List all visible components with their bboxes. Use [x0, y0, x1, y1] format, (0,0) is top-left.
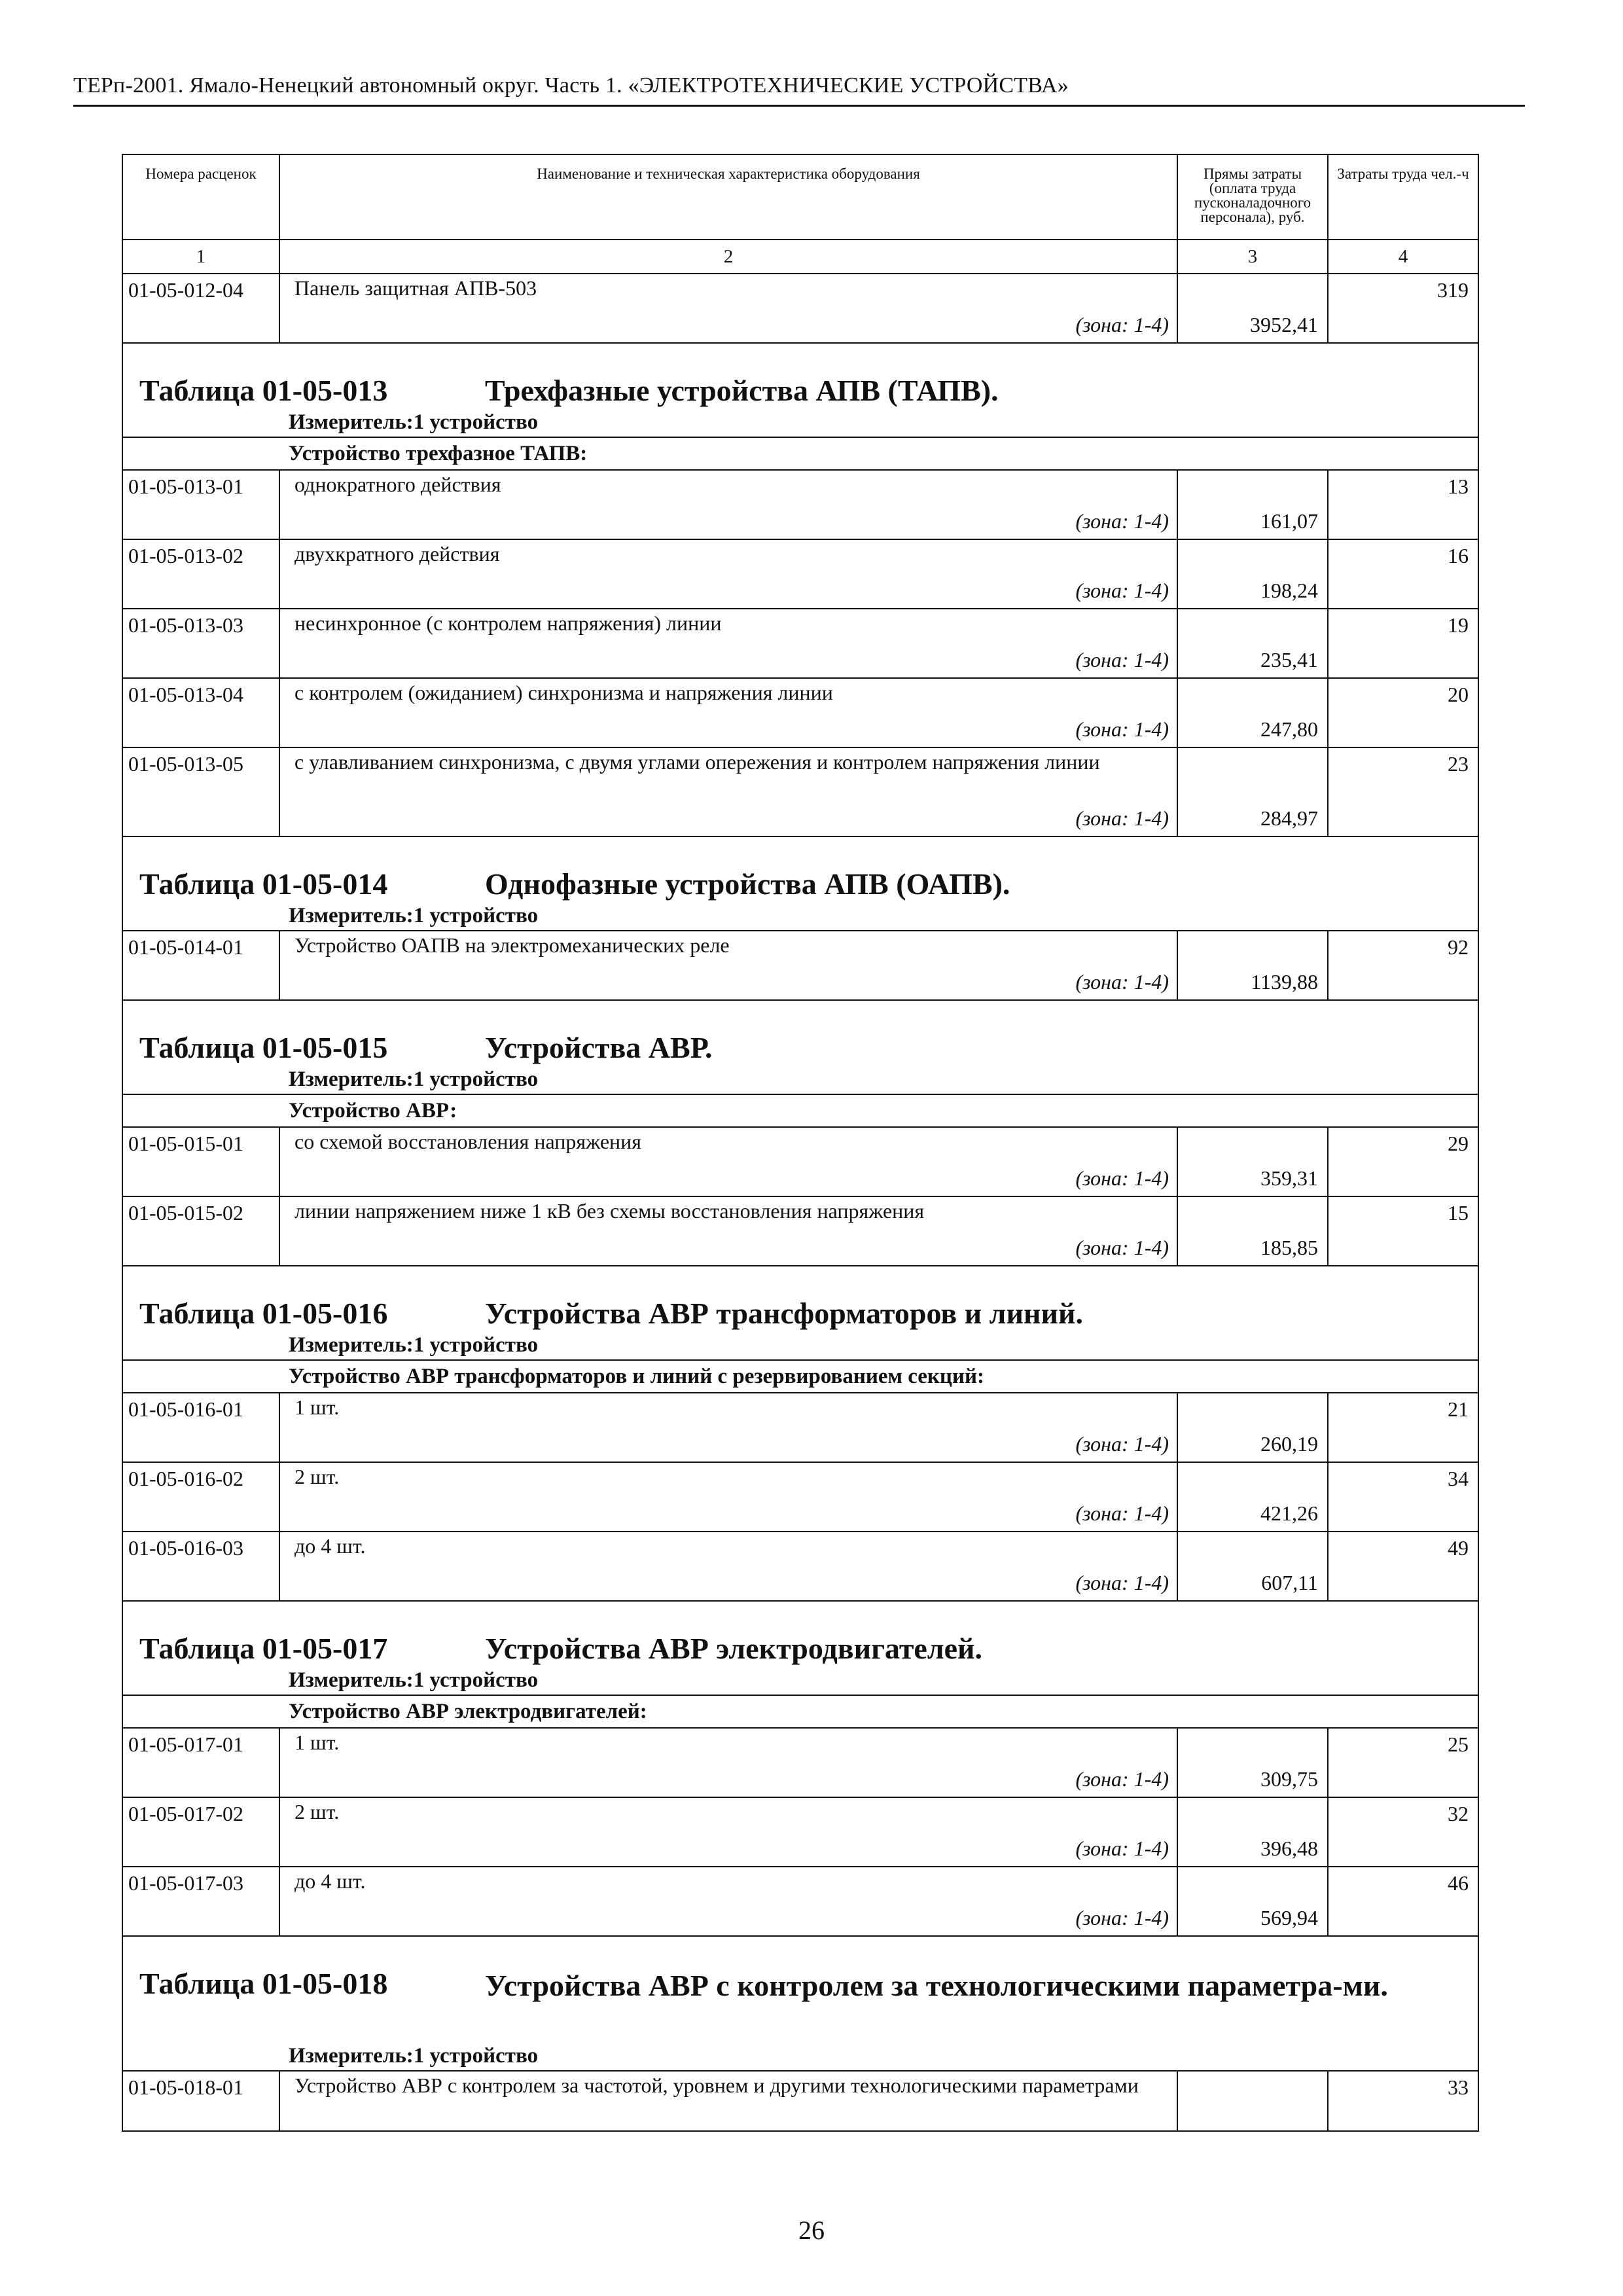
- labor-cost: 21: [1328, 1393, 1478, 1462]
- section-title-row: [122, 343, 1478, 408]
- subheading-row: [122, 1695, 1478, 1728]
- rate-code: 01-05-015-01: [122, 1127, 279, 1196]
- labor-cost: 19: [1328, 609, 1478, 678]
- table-row: [122, 1462, 1478, 1532]
- table-row: [122, 274, 1478, 343]
- header-labor: Затраты труда чел.-ч: [1328, 154, 1478, 240]
- unit-of-measure: Измеритель:1 устройство: [289, 1668, 539, 1692]
- zone-label: (зона: 1-4): [1075, 579, 1169, 602]
- labor-cost: 32: [1328, 1797, 1478, 1867]
- item-description: Панель защитная АПВ-503 (зона: 1-4): [279, 274, 1177, 343]
- labor-cost: 25: [1328, 1728, 1478, 1797]
- labor-cost: 23: [1328, 747, 1478, 836]
- unit-of-measure: Измеритель:1 устройство: [289, 410, 539, 434]
- rate-code: 01-05-013-03: [122, 609, 279, 678]
- direct-cost: 569,94: [1177, 1867, 1328, 1936]
- item-description: со схемой восстановления напряжения (зона: 1-4): [279, 1127, 1177, 1196]
- unit-of-measure: Измеритель:1 устройство: [289, 1067, 539, 1091]
- table-name: Трехфазные устройства АПВ (ТАПВ).: [485, 374, 999, 407]
- labor-cost: 92: [1328, 931, 1478, 1000]
- labor-cost: 20: [1328, 678, 1478, 747]
- header-rule: [73, 105, 1525, 107]
- item-description: с контролем (ожиданием) синхронизма и напряжения линии (зона: 1-4): [279, 678, 1177, 747]
- rate-code: 01-05-014-01: [122, 931, 279, 1000]
- header-direct-costs: Прямы затраты (оплата труда пусконаладочного персонала), руб.: [1177, 154, 1328, 240]
- zone-label: (зона: 1-4): [1075, 1767, 1169, 1791]
- table-label: Таблица 01-05-015: [139, 1031, 388, 1064]
- table-name: Устройства АВР с контролем за технологическими параметра-ми.: [485, 1969, 1388, 2002]
- column-number: 3: [1177, 240, 1328, 274]
- measure-row: [122, 1666, 1478, 1695]
- price-table: [122, 154, 1479, 2132]
- table-row: [122, 1797, 1478, 1867]
- labor-cost: 46: [1328, 1867, 1478, 1936]
- direct-cost: [1177, 2071, 1328, 2131]
- zone-label: (зона: 1-4): [1075, 1906, 1169, 1929]
- page-number: 26: [798, 2215, 825, 2245]
- header-description: Наименование и техническая характеристика оборудования: [279, 154, 1177, 240]
- zone-label: (зона: 1-4): [1075, 648, 1169, 672]
- column-number-row: [122, 240, 1478, 274]
- rate-code: 01-05-012-04: [122, 274, 279, 343]
- section-title-row: [122, 1266, 1478, 1331]
- direct-cost: 185,85: [1177, 1196, 1328, 1266]
- table-row: [122, 1532, 1478, 1601]
- table-label: Таблица 01-05-014: [139, 867, 388, 901]
- direct-cost: 309,75: [1177, 1728, 1328, 1797]
- direct-cost: 359,31: [1177, 1127, 1328, 1196]
- table-name: Устройства АВР электродвигателей.: [485, 1632, 983, 1665]
- table-name: Устройства АВР трансформаторов и линий.: [485, 1297, 1084, 1330]
- direct-cost: 198,24: [1177, 539, 1328, 609]
- group-subheading: Устройство АВР:: [289, 1099, 457, 1122]
- column-number: 1: [122, 240, 279, 274]
- zone-label: (зона: 1-4): [1075, 1166, 1169, 1190]
- unit-of-measure: Измеритель:1 устройство: [289, 1333, 539, 1357]
- column-number: 4: [1328, 240, 1478, 274]
- zone-label: (зона: 1-4): [1075, 1837, 1169, 1860]
- item-description: Устройство ОАПВ на электромеханических реле (зона: 1-4): [279, 931, 1177, 1000]
- rate-code: 01-05-018-01: [122, 2071, 279, 2131]
- unit-of-measure: Измеритель:1 устройство: [289, 904, 539, 927]
- subheading-row: [122, 437, 1478, 470]
- measure-row: [122, 1331, 1478, 1360]
- zone-label: (зона: 1-4): [1075, 717, 1169, 741]
- section-title-row: [122, 1936, 1478, 2041]
- table-row: [122, 1867, 1478, 1936]
- section-title-row: [122, 1000, 1478, 1065]
- rate-code: 01-05-015-02: [122, 1196, 279, 1266]
- table-label: Таблица 01-05-016: [139, 1297, 388, 1330]
- rate-code: 01-05-013-04: [122, 678, 279, 747]
- zone-label: (зона: 1-4): [1075, 313, 1169, 336]
- zone-label: (зона: 1-4): [1075, 509, 1169, 533]
- rate-code: 01-05-017-03: [122, 1867, 279, 1936]
- measure-row: [122, 408, 1478, 437]
- labor-cost: 49: [1328, 1532, 1478, 1601]
- zone-label: (зона: 1-4): [1075, 1571, 1169, 1594]
- table-label: Таблица 01-05-017: [139, 1632, 388, 1665]
- labor-cost: 15: [1328, 1196, 1478, 1266]
- item-description: до 4 шт. (зона: 1-4): [279, 1532, 1177, 1601]
- rate-code: 01-05-017-02: [122, 1797, 279, 1867]
- table-name: Устройства АВР.: [485, 1031, 713, 1064]
- table-label: Таблица 01-05-013: [139, 374, 388, 407]
- table-row: [122, 609, 1478, 678]
- group-subheading: Устройство АВР электродвигателей:: [289, 1700, 647, 1723]
- item-description: Устройство АВР с контролем за частотой, уровнем и другими технологическими параметрами: [279, 2071, 1177, 2131]
- direct-cost: 161,07: [1177, 470, 1328, 539]
- table-name: Однофазные устройства АПВ (ОАПВ).: [485, 867, 1010, 901]
- table-row: [122, 1393, 1478, 1462]
- labor-cost: 13: [1328, 470, 1478, 539]
- item-description: несинхронное (с контролем напряжения) линии (зона: 1-4): [279, 609, 1177, 678]
- direct-cost: 1139,88: [1177, 931, 1328, 1000]
- item-description: 1 шт. (зона: 1-4): [279, 1728, 1177, 1797]
- column-number: 2: [279, 240, 1177, 274]
- direct-cost: 396,48: [1177, 1797, 1328, 1867]
- item-description: 1 шт. (зона: 1-4): [279, 1393, 1177, 1462]
- table-row: [122, 1196, 1478, 1266]
- item-description: 2 шт. (зона: 1-4): [279, 1797, 1177, 1867]
- rate-code: 01-05-013-05: [122, 747, 279, 836]
- direct-cost: 421,26: [1177, 1462, 1328, 1532]
- rate-code: 01-05-016-03: [122, 1532, 279, 1601]
- table-row: [122, 2071, 1478, 2131]
- item-description: 2 шт. (зона: 1-4): [279, 1462, 1177, 1532]
- table-row: [122, 470, 1478, 539]
- section-title-row: [122, 1601, 1478, 1666]
- measure-row: [122, 1065, 1478, 1094]
- item-description: однократного действия (зона: 1-4): [279, 470, 1177, 539]
- measure-row: [122, 901, 1478, 931]
- labor-cost: 34: [1328, 1462, 1478, 1532]
- table-row: [122, 1127, 1478, 1196]
- direct-cost: 260,19: [1177, 1393, 1328, 1462]
- zone-label: (зона: 1-4): [1075, 1236, 1169, 1259]
- section-title-row: [122, 836, 1478, 901]
- rate-code: 01-05-017-01: [122, 1728, 279, 1797]
- rate-code: 01-05-016-01: [122, 1393, 279, 1462]
- rate-code: 01-05-013-01: [122, 470, 279, 539]
- table-row: [122, 678, 1478, 747]
- zone-label: (зона: 1-4): [1075, 1501, 1169, 1525]
- item-description: линии напряжением ниже 1 кВ без схемы восстановления напряжения (зона: 1-4): [279, 1196, 1177, 1266]
- table-header-row: [122, 154, 1478, 240]
- group-subheading: Устройство АВР трансформаторов и линий с резервированием секций:: [289, 1365, 984, 1388]
- measure-row: [122, 2041, 1478, 2071]
- direct-cost: 235,41: [1177, 609, 1328, 678]
- table-row: [122, 1728, 1478, 1797]
- labor-cost: 29: [1328, 1127, 1478, 1196]
- subheading-row: [122, 1094, 1478, 1127]
- subheading-row: [122, 1360, 1478, 1393]
- direct-cost: 284,97: [1177, 747, 1328, 836]
- item-description: двухкратного действия (зона: 1-4): [279, 539, 1177, 609]
- table-row: [122, 747, 1478, 836]
- table-row: [122, 931, 1478, 1000]
- table-row: [122, 539, 1478, 609]
- item-description: до 4 шт. (зона: 1-4): [279, 1867, 1177, 1936]
- rate-code: 01-05-016-02: [122, 1462, 279, 1532]
- zone-label: (зона: 1-4): [1075, 970, 1169, 994]
- zone-label: (зона: 1-4): [1075, 806, 1169, 830]
- zone-label: (зона: 1-4): [1075, 1432, 1169, 1456]
- header-code: Номера расценок: [122, 154, 279, 240]
- direct-cost: 247,80: [1177, 678, 1328, 747]
- item-description: с улавливанием синхронизма, с двумя углами опережения и контролем напряжения линии (зона: 1-4): [279, 747, 1177, 836]
- running-header: ТЕРп-2001. Ямало-Ненецкий автономный округ. Часть 1. «ЭЛЕКТРОТЕХНИЧЕСКИЕ УСТРОЙСТВА»: [73, 73, 1069, 98]
- labor-cost: 16: [1328, 539, 1478, 609]
- labor-cost: 319: [1328, 274, 1478, 343]
- labor-cost: 33: [1328, 2071, 1478, 2131]
- group-subheading: Устройство трехфазное ТАПВ:: [289, 442, 588, 465]
- direct-cost: 607,11: [1177, 1532, 1328, 1601]
- direct-cost: 3952,41: [1177, 274, 1328, 343]
- unit-of-measure: Измеритель:1 устройство: [289, 2044, 539, 2068]
- rate-code: 01-05-013-02: [122, 539, 279, 609]
- table-label: Таблица 01-05-018: [139, 1967, 388, 2000]
